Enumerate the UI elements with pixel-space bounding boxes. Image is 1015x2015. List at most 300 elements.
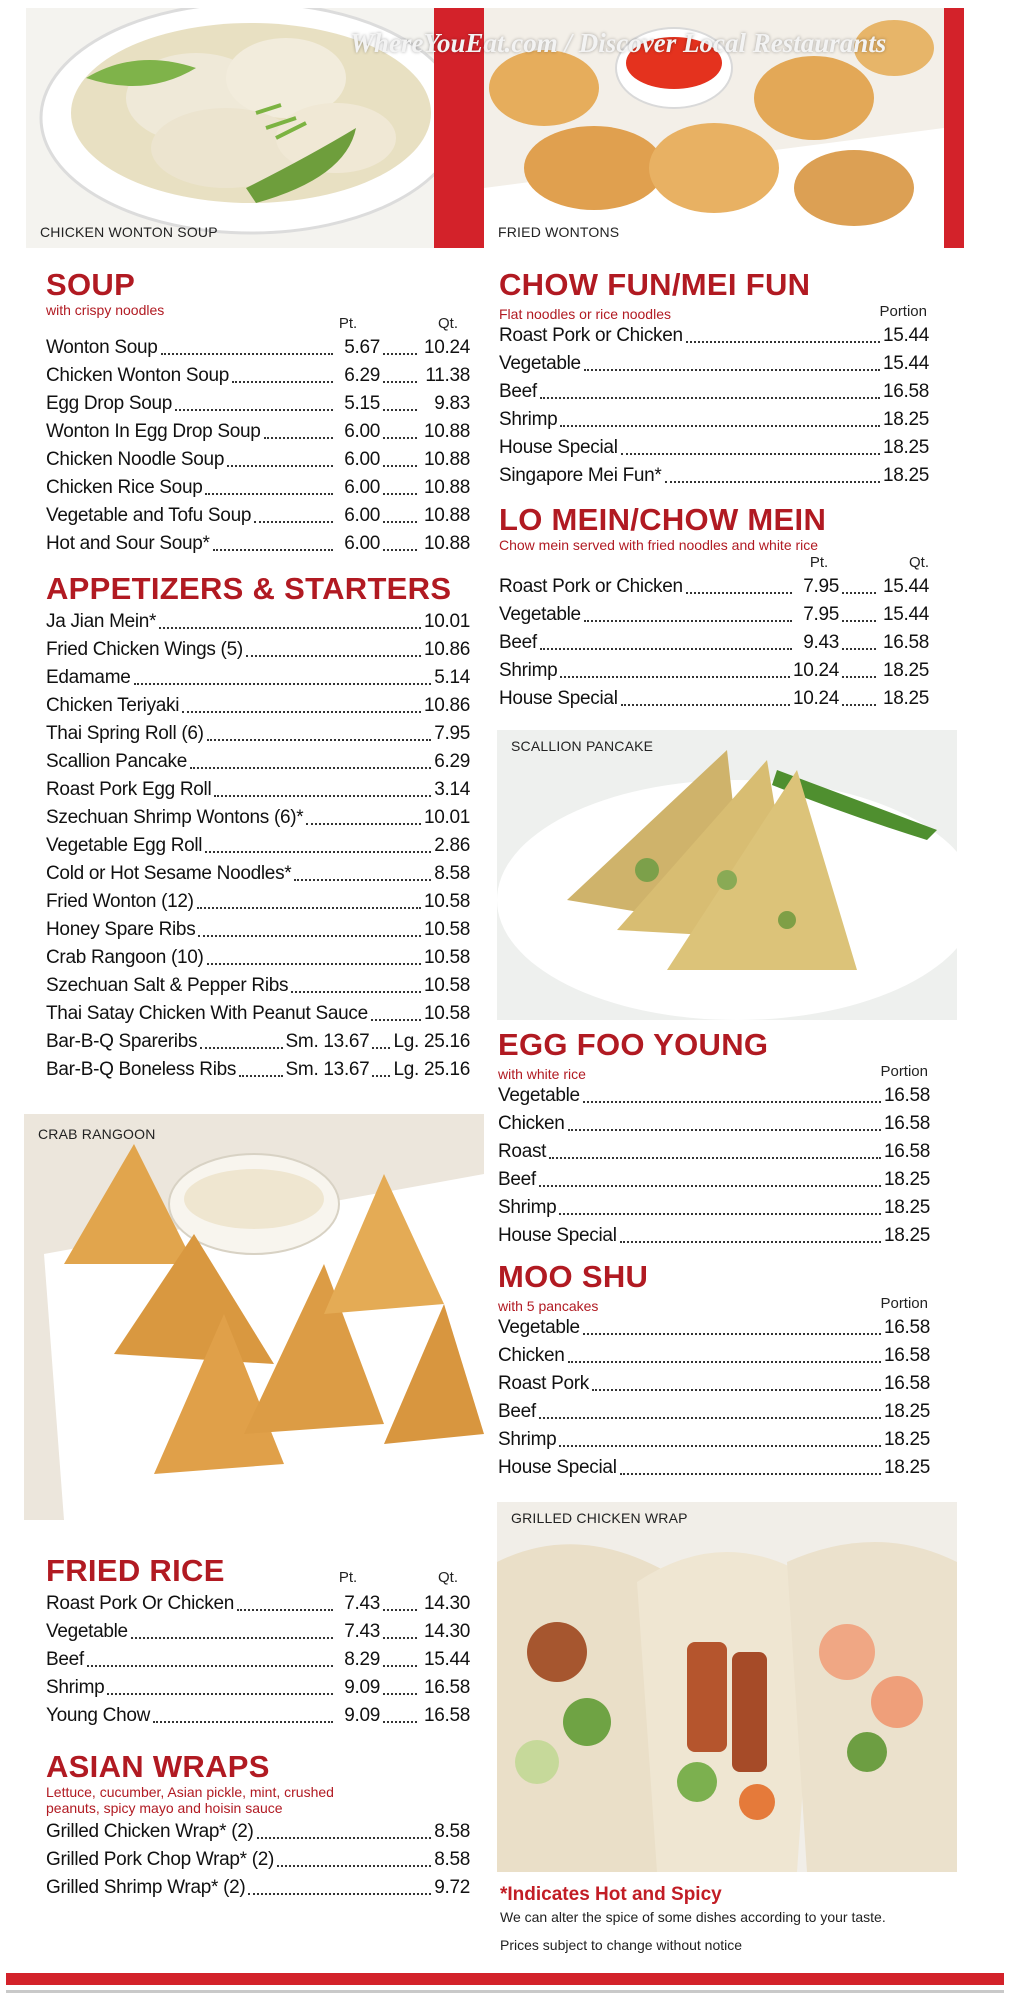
- dot-leader: [383, 549, 417, 551]
- item-name: Roast Pork Or Chicken: [46, 1593, 234, 1614]
- item-name: Vegetable and Tofu Soup: [46, 505, 252, 526]
- dot-leader: [583, 1101, 881, 1103]
- item-price-pt: 9.43: [803, 632, 839, 653]
- section-soup: [46, 268, 470, 558]
- dot-leader: [294, 879, 431, 881]
- fried-rice-title: FRIED RICE: [46, 1553, 225, 1588]
- dot-leader: [842, 704, 876, 706]
- item-price-qt: 18.25: [882, 660, 929, 681]
- item-name: Chicken: [498, 1113, 565, 1134]
- dot-leader: [383, 1721, 417, 1723]
- menu-item-row: [46, 972, 470, 1000]
- menu-item-row: [46, 530, 470, 558]
- caption-crab-rangoon: CRAB RANGOON: [38, 1126, 156, 1142]
- dot-leader: [182, 711, 421, 713]
- item-price: 10.58: [423, 975, 470, 996]
- item-name: Ja Jian Mein*: [46, 611, 157, 632]
- item-price-qt: 14.30: [423, 1621, 470, 1642]
- dot-leader: [131, 1637, 333, 1639]
- dot-leader: [584, 620, 792, 622]
- item-price-qt: 14.30: [423, 1593, 470, 1614]
- item-price: 18.25: [883, 1169, 930, 1190]
- item-name: Thai Spring Roll (6): [46, 723, 204, 744]
- item-name: Vegetable: [499, 353, 581, 374]
- item-price: 8.58: [434, 863, 470, 884]
- item-price: 15.44: [882, 353, 929, 374]
- item-name: Shrimp: [499, 660, 558, 681]
- item-price-pt: 6.00: [344, 505, 380, 526]
- item-price-qt: 10.88: [423, 449, 470, 470]
- item-price: 18.25: [882, 465, 929, 486]
- item-name: Beef: [498, 1401, 536, 1422]
- dot-leader: [383, 521, 417, 523]
- item-price-pt: 9.09: [344, 1705, 380, 1726]
- dot-leader: [205, 851, 431, 853]
- section-asian-wraps: [46, 1750, 470, 1902]
- egg-foo-young-list: [498, 1082, 930, 1250]
- section-chow-fun: [499, 268, 929, 490]
- menu-item-row: [46, 1590, 470, 1618]
- dot-leader: [842, 620, 876, 622]
- item-name: Beef: [499, 632, 537, 653]
- menu-item-row: [498, 1110, 930, 1138]
- item-price-qt: 10.24: [423, 337, 470, 358]
- item-price-qt: 10.88: [423, 421, 470, 442]
- lo-mein-title: LO MEIN/CHOW MEIN: [499, 502, 827, 537]
- item-price: 16.58: [883, 1373, 930, 1394]
- dot-leader: [277, 1865, 431, 1867]
- item-name: Beef: [499, 381, 537, 402]
- dot-leader: [383, 493, 417, 495]
- item-name: Young Chow: [46, 1705, 151, 1726]
- chicken-wrap-image: [497, 1502, 957, 1872]
- dot-leader: [686, 341, 880, 343]
- item-price-pt: 5.67: [344, 337, 380, 358]
- menu-item-row: [46, 1702, 470, 1730]
- item-price-pt: 7.95: [803, 576, 839, 597]
- item-price: 3.14: [434, 779, 470, 800]
- item-name: Wonton In Egg Drop Soup: [46, 421, 261, 442]
- dot-leader: [665, 481, 880, 483]
- dot-leader: [214, 795, 431, 797]
- item-name: Roast Pork or Chicken: [499, 325, 683, 346]
- lo-mein-column-headers: [499, 553, 929, 573]
- footnote-block: [500, 1884, 940, 1958]
- item-price-pt: 6.00: [344, 477, 380, 498]
- item-name: Vegetable: [499, 604, 581, 625]
- dot-leader: [372, 1047, 390, 1049]
- dot-leader: [383, 381, 417, 383]
- item-price: 7.95: [434, 723, 470, 744]
- menu-item-row: [499, 685, 929, 713]
- item-name: Hot and Sour Soup*: [46, 533, 210, 554]
- item-price-small: Sm. 13.67: [285, 1031, 370, 1052]
- dot-leader: [383, 409, 417, 411]
- item-name: Shrimp: [498, 1197, 557, 1218]
- item-name: House Special: [498, 1225, 617, 1246]
- dot-leader: [383, 437, 417, 439]
- dot-leader: [161, 353, 334, 355]
- dot-leader: [842, 676, 876, 678]
- dot-leader: [232, 381, 333, 383]
- dot-leader: [254, 521, 333, 523]
- item-name: House Special: [499, 437, 618, 458]
- dot-leader: [175, 409, 333, 411]
- dot-leader: [383, 1609, 417, 1611]
- item-price-qt: 10.88: [423, 533, 470, 554]
- item-name: Cold or Hot Sesame Noodles*: [46, 863, 292, 884]
- dot-leader: [559, 1213, 881, 1215]
- footnote-title: *Indicates Hot and Spicy: [500, 1884, 722, 1905]
- section-egg-foo-young: [498, 1028, 930, 1250]
- appetizers-list: [46, 608, 470, 1084]
- item-name: Bar-B-Q Boneless Ribs: [46, 1059, 237, 1080]
- item-name: House Special: [498, 1457, 617, 1478]
- item-name: Vegetable Egg Roll: [46, 835, 203, 856]
- asian-wraps-subtitle-1: Lettuce, cucumber, Asian pickle, mint, crushed: [46, 1784, 334, 1800]
- dot-leader: [190, 767, 431, 769]
- item-name: Crab Rangoon (10): [46, 947, 204, 968]
- item-price: 6.29: [434, 751, 470, 772]
- dot-leader: [540, 648, 792, 650]
- soup-list: [46, 334, 470, 558]
- item-price: 10.58: [423, 891, 470, 912]
- menu-item-row: [46, 1056, 470, 1084]
- item-price: 18.25: [883, 1225, 930, 1246]
- menu-item-row: [499, 629, 929, 657]
- asian-wraps-list: [46, 1818, 470, 1902]
- menu-item-row: [498, 1426, 930, 1454]
- item-name: Honey Spare Ribs: [46, 919, 196, 940]
- item-price: 16.58: [883, 1141, 930, 1162]
- item-price-pt: 6.00: [344, 449, 380, 470]
- item-name: Bar-B-Q Spareribs: [46, 1031, 198, 1052]
- caption-grilled-chicken-wrap: GRILLED CHICKEN WRAP: [511, 1510, 688, 1526]
- moo-shu-subtitle: with 5 pancakes: [498, 1298, 599, 1314]
- lo-mein-subtitle: Chow mein served with fried noodles and white rice: [499, 537, 819, 553]
- dot-leader: [584, 369, 880, 371]
- item-price-qt: 18.25: [882, 688, 929, 709]
- dot-leader: [383, 1637, 417, 1639]
- dot-leader: [383, 465, 417, 467]
- menu-item-row: [46, 390, 470, 418]
- menu-item-row: [498, 1082, 930, 1110]
- menu-item-row: [46, 1028, 470, 1056]
- dot-leader: [205, 493, 333, 495]
- chow-fun-col-portion: Portion: [879, 303, 927, 320]
- dot-leader: [197, 907, 421, 909]
- item-price: 18.25: [883, 1401, 930, 1422]
- item-price-pt: 9.09: [344, 1677, 380, 1698]
- menu-item-row: [499, 434, 929, 462]
- item-price-qt: 16.58: [423, 1677, 470, 1698]
- item-name: Thai Satay Chicken With Peanut Sauce: [46, 1003, 368, 1024]
- dot-leader: [248, 1893, 431, 1895]
- dot-leader: [200, 1047, 282, 1049]
- item-price: 2.86: [434, 835, 470, 856]
- item-price-small: Sm. 13.67: [285, 1059, 370, 1080]
- dot-leader: [383, 353, 417, 355]
- item-price: 10.01: [423, 611, 470, 632]
- fried-rice-list: [46, 1590, 470, 1730]
- asian-wraps-subtitle-2: peanuts, spicy mayo and hoisin sauce: [46, 1800, 283, 1816]
- dot-leader: [560, 676, 790, 678]
- item-name: Beef: [498, 1169, 536, 1190]
- item-name: Edamame: [46, 667, 131, 688]
- item-price: 10.58: [423, 919, 470, 940]
- dot-leader: [549, 1157, 881, 1159]
- item-name: Shrimp: [46, 1677, 105, 1698]
- item-price: 18.25: [883, 1429, 930, 1450]
- item-price-qt: 16.58: [423, 1705, 470, 1726]
- item-price: 16.58: [883, 1345, 930, 1366]
- menu-item-row: [46, 832, 470, 860]
- dot-leader: [246, 655, 421, 657]
- item-name: Chicken: [498, 1345, 565, 1366]
- dot-leader: [539, 1417, 881, 1419]
- photo-crab-rangoon: [24, 1114, 484, 1520]
- red-divider-top-right: [944, 8, 964, 248]
- menu-item-row: [46, 720, 470, 748]
- menu-item-row: [46, 1646, 470, 1674]
- item-price-pt: 10.24: [792, 688, 839, 709]
- watermark-text: WhereYouEat.com / Discover Local Restaurants: [350, 28, 887, 58]
- menu-item-row: [46, 1000, 470, 1028]
- item-name: Chicken Noodle Soup: [46, 449, 225, 470]
- menu-item-row: [498, 1454, 930, 1482]
- moo-shu-list: [498, 1314, 930, 1482]
- scallion-pancake-image: [497, 730, 957, 1020]
- menu-item-row: [46, 664, 470, 692]
- item-price: 8.58: [434, 1849, 470, 1870]
- fried-rice-col-pt: Pt.: [338, 1569, 358, 1586]
- menu-item-row: [498, 1166, 930, 1194]
- dot-leader: [264, 437, 333, 439]
- item-price-qt: 9.83: [434, 393, 470, 414]
- item-name: Roast Pork or Chicken: [499, 576, 683, 597]
- soup-col-qt: Qt.: [437, 315, 458, 332]
- dot-leader: [257, 1837, 432, 1839]
- item-price-qt: 10.88: [423, 505, 470, 526]
- egg-foo-young-title: EGG FOO YOUNG: [498, 1027, 769, 1062]
- menu-item-row: [46, 944, 470, 972]
- dot-leader: [620, 1241, 881, 1243]
- menu-item-row: [499, 350, 929, 378]
- menu-item-row: [498, 1370, 930, 1398]
- item-price: 16.58: [883, 1317, 930, 1338]
- dot-leader: [842, 648, 876, 650]
- item-name: Wonton Soup: [46, 337, 158, 358]
- menu-item-row: [499, 601, 929, 629]
- menu-item-row: [46, 916, 470, 944]
- item-name: Fried Chicken Wings (5): [46, 639, 243, 660]
- menu-item-row: [499, 657, 929, 685]
- bottom-red-bar: [6, 1973, 1004, 1985]
- item-price: 10.86: [423, 639, 470, 660]
- dot-leader: [134, 683, 432, 685]
- egg-foo-young-col-portion: Portion: [880, 1063, 928, 1080]
- menu-item-row: [46, 804, 470, 832]
- lo-mein-col-qt: Qt.: [908, 554, 929, 571]
- item-price: 10.58: [423, 947, 470, 968]
- item-price-large: Lg. 25.16: [393, 1031, 470, 1052]
- item-price-qt: 15.44: [423, 1649, 470, 1670]
- section-appetizers: [46, 572, 470, 1084]
- item-price-pt: 7.95: [803, 604, 839, 625]
- menu-item-row: [498, 1194, 930, 1222]
- dot-leader: [159, 627, 421, 629]
- item-name: Vegetable: [498, 1085, 580, 1106]
- menu-item-row: [499, 406, 929, 434]
- menu-item-row: [46, 1618, 470, 1646]
- soup-subtitle: with crispy noodles: [46, 302, 165, 318]
- item-price: 18.25: [882, 437, 929, 458]
- section-lo-mein: [499, 503, 929, 713]
- menu-item-row: [46, 1674, 470, 1702]
- item-price: 18.25: [882, 409, 929, 430]
- section-fried-rice: [46, 1554, 470, 1730]
- item-price: 9.72: [434, 1877, 470, 1898]
- dot-leader: [539, 1185, 881, 1187]
- item-price: 10.01: [423, 807, 470, 828]
- item-price-qt: 15.44: [882, 604, 929, 625]
- item-price: 10.58: [423, 1003, 470, 1024]
- item-price-pt: 10.24: [792, 660, 839, 681]
- dot-leader: [239, 1075, 282, 1077]
- dot-leader: [372, 1075, 390, 1077]
- dot-leader: [383, 1693, 417, 1695]
- menu-item-row: [46, 362, 470, 390]
- menu-item-row: [46, 418, 470, 446]
- item-name: Shrimp: [498, 1429, 557, 1450]
- item-price-pt: 8.29: [344, 1649, 380, 1670]
- item-price-qt: 10.88: [423, 477, 470, 498]
- menu-item-row: [46, 748, 470, 776]
- fried-rice-column-headers: [225, 1568, 470, 1588]
- item-price: 16.58: [883, 1113, 930, 1134]
- item-price: 10.86: [423, 695, 470, 716]
- footnote-line-1: We can alter the spice of some dishes according to your taste.: [500, 1909, 886, 1925]
- item-name: Shrimp: [499, 409, 558, 430]
- menu-item-row: [46, 608, 470, 636]
- section-moo-shu: [498, 1260, 930, 1482]
- caption-chicken-wonton-soup: CHICKEN WONTON SOUP: [40, 224, 218, 240]
- dot-leader: [213, 549, 333, 551]
- moo-shu-col-portion: Portion: [880, 1295, 928, 1312]
- item-price-pt: 6.29: [344, 365, 380, 386]
- dot-leader: [383, 1665, 417, 1667]
- soup-col-pt: Pt.: [338, 315, 358, 332]
- dot-leader: [560, 425, 880, 427]
- item-name: Roast Pork: [498, 1373, 589, 1394]
- item-name: Grilled Chicken Wrap* (2): [46, 1821, 254, 1842]
- item-name: Grilled Shrimp Wrap* (2): [46, 1877, 246, 1898]
- item-price-pt: 6.00: [344, 421, 380, 442]
- dot-leader: [207, 739, 432, 741]
- menu-item-row: [499, 462, 929, 490]
- menu-item-row: [46, 502, 470, 530]
- item-price: 8.58: [434, 1821, 470, 1842]
- dot-leader: [306, 823, 421, 825]
- dot-leader: [291, 991, 421, 993]
- photo-scallion-pancake: [497, 730, 957, 1020]
- photo-grilled-chicken-wrap: [497, 1502, 957, 1872]
- item-price-pt: 7.43: [344, 1621, 380, 1642]
- item-name: Beef: [46, 1649, 84, 1670]
- dot-leader: [371, 1019, 421, 1021]
- menu-item-row: [498, 1138, 930, 1166]
- menu-item-row: [46, 636, 470, 664]
- item-name: Szechuan Salt & Pepper Ribs: [46, 975, 289, 996]
- menu-item-row: [499, 378, 929, 406]
- dot-leader: [153, 1721, 333, 1723]
- item-price-pt: 6.00: [344, 533, 380, 554]
- menu-item-row: [46, 1874, 470, 1902]
- item-name: Szechuan Shrimp Wontons (6)*: [46, 807, 304, 828]
- dot-leader: [87, 1665, 333, 1667]
- item-name: Chicken Rice Soup: [46, 477, 203, 498]
- asian-wraps-title: ASIAN WRAPS: [46, 1749, 270, 1784]
- crab-rangoon-image: [24, 1114, 484, 1520]
- dot-leader: [686, 592, 792, 594]
- item-name: Vegetable: [46, 1621, 128, 1642]
- item-name: Fried Wonton (12): [46, 891, 194, 912]
- chow-fun-list: [499, 322, 929, 490]
- item-price: 16.58: [882, 381, 929, 402]
- menu-item-row: [46, 888, 470, 916]
- menu-item-row: [46, 1818, 470, 1846]
- dot-leader: [207, 963, 421, 965]
- dot-leader: [227, 465, 333, 467]
- item-name: Egg Drop Soup: [46, 393, 173, 414]
- menu-item-row: [46, 692, 470, 720]
- dot-leader: [621, 453, 880, 455]
- dot-leader: [621, 704, 790, 706]
- dot-leader: [107, 1693, 333, 1695]
- item-name: Chicken Teriyaki: [46, 695, 180, 716]
- item-price-pt: 7.43: [344, 1593, 380, 1614]
- lo-mein-list: [499, 573, 929, 713]
- dot-leader: [568, 1361, 881, 1363]
- item-name: Scallion Pancake: [46, 751, 187, 772]
- item-price: 16.58: [883, 1085, 930, 1106]
- item-name: Grilled Pork Chop Wrap* (2): [46, 1849, 275, 1870]
- menu-item-row: [498, 1342, 930, 1370]
- dot-leader: [568, 1129, 881, 1131]
- caption-scallion-pancake: SCALLION PANCAKE: [511, 738, 654, 754]
- menu-item-row: [46, 860, 470, 888]
- dot-leader: [842, 592, 876, 594]
- item-name: Roast: [498, 1141, 547, 1162]
- item-price: 5.14: [434, 667, 470, 688]
- menu-item-row: [499, 573, 929, 601]
- item-price: 18.25: [883, 1457, 930, 1478]
- item-name: Chicken Wonton Soup: [46, 365, 230, 386]
- footnote-line-2: Prices subject to change without notice: [500, 1937, 743, 1953]
- item-price-qt: 15.44: [882, 576, 929, 597]
- menu-item-row: [498, 1222, 930, 1250]
- item-price: 18.25: [883, 1197, 930, 1218]
- caption-fried-wontons: FRIED WONTONS: [498, 224, 620, 240]
- menu-item-row: [46, 1846, 470, 1874]
- item-name: House Special: [499, 688, 618, 709]
- dot-leader: [620, 1473, 881, 1475]
- dot-leader: [592, 1389, 881, 1391]
- item-price-large: Lg. 25.16: [393, 1059, 470, 1080]
- bottom-grey-line: [6, 1990, 1004, 1993]
- dot-leader: [540, 397, 880, 399]
- dot-leader: [198, 935, 421, 937]
